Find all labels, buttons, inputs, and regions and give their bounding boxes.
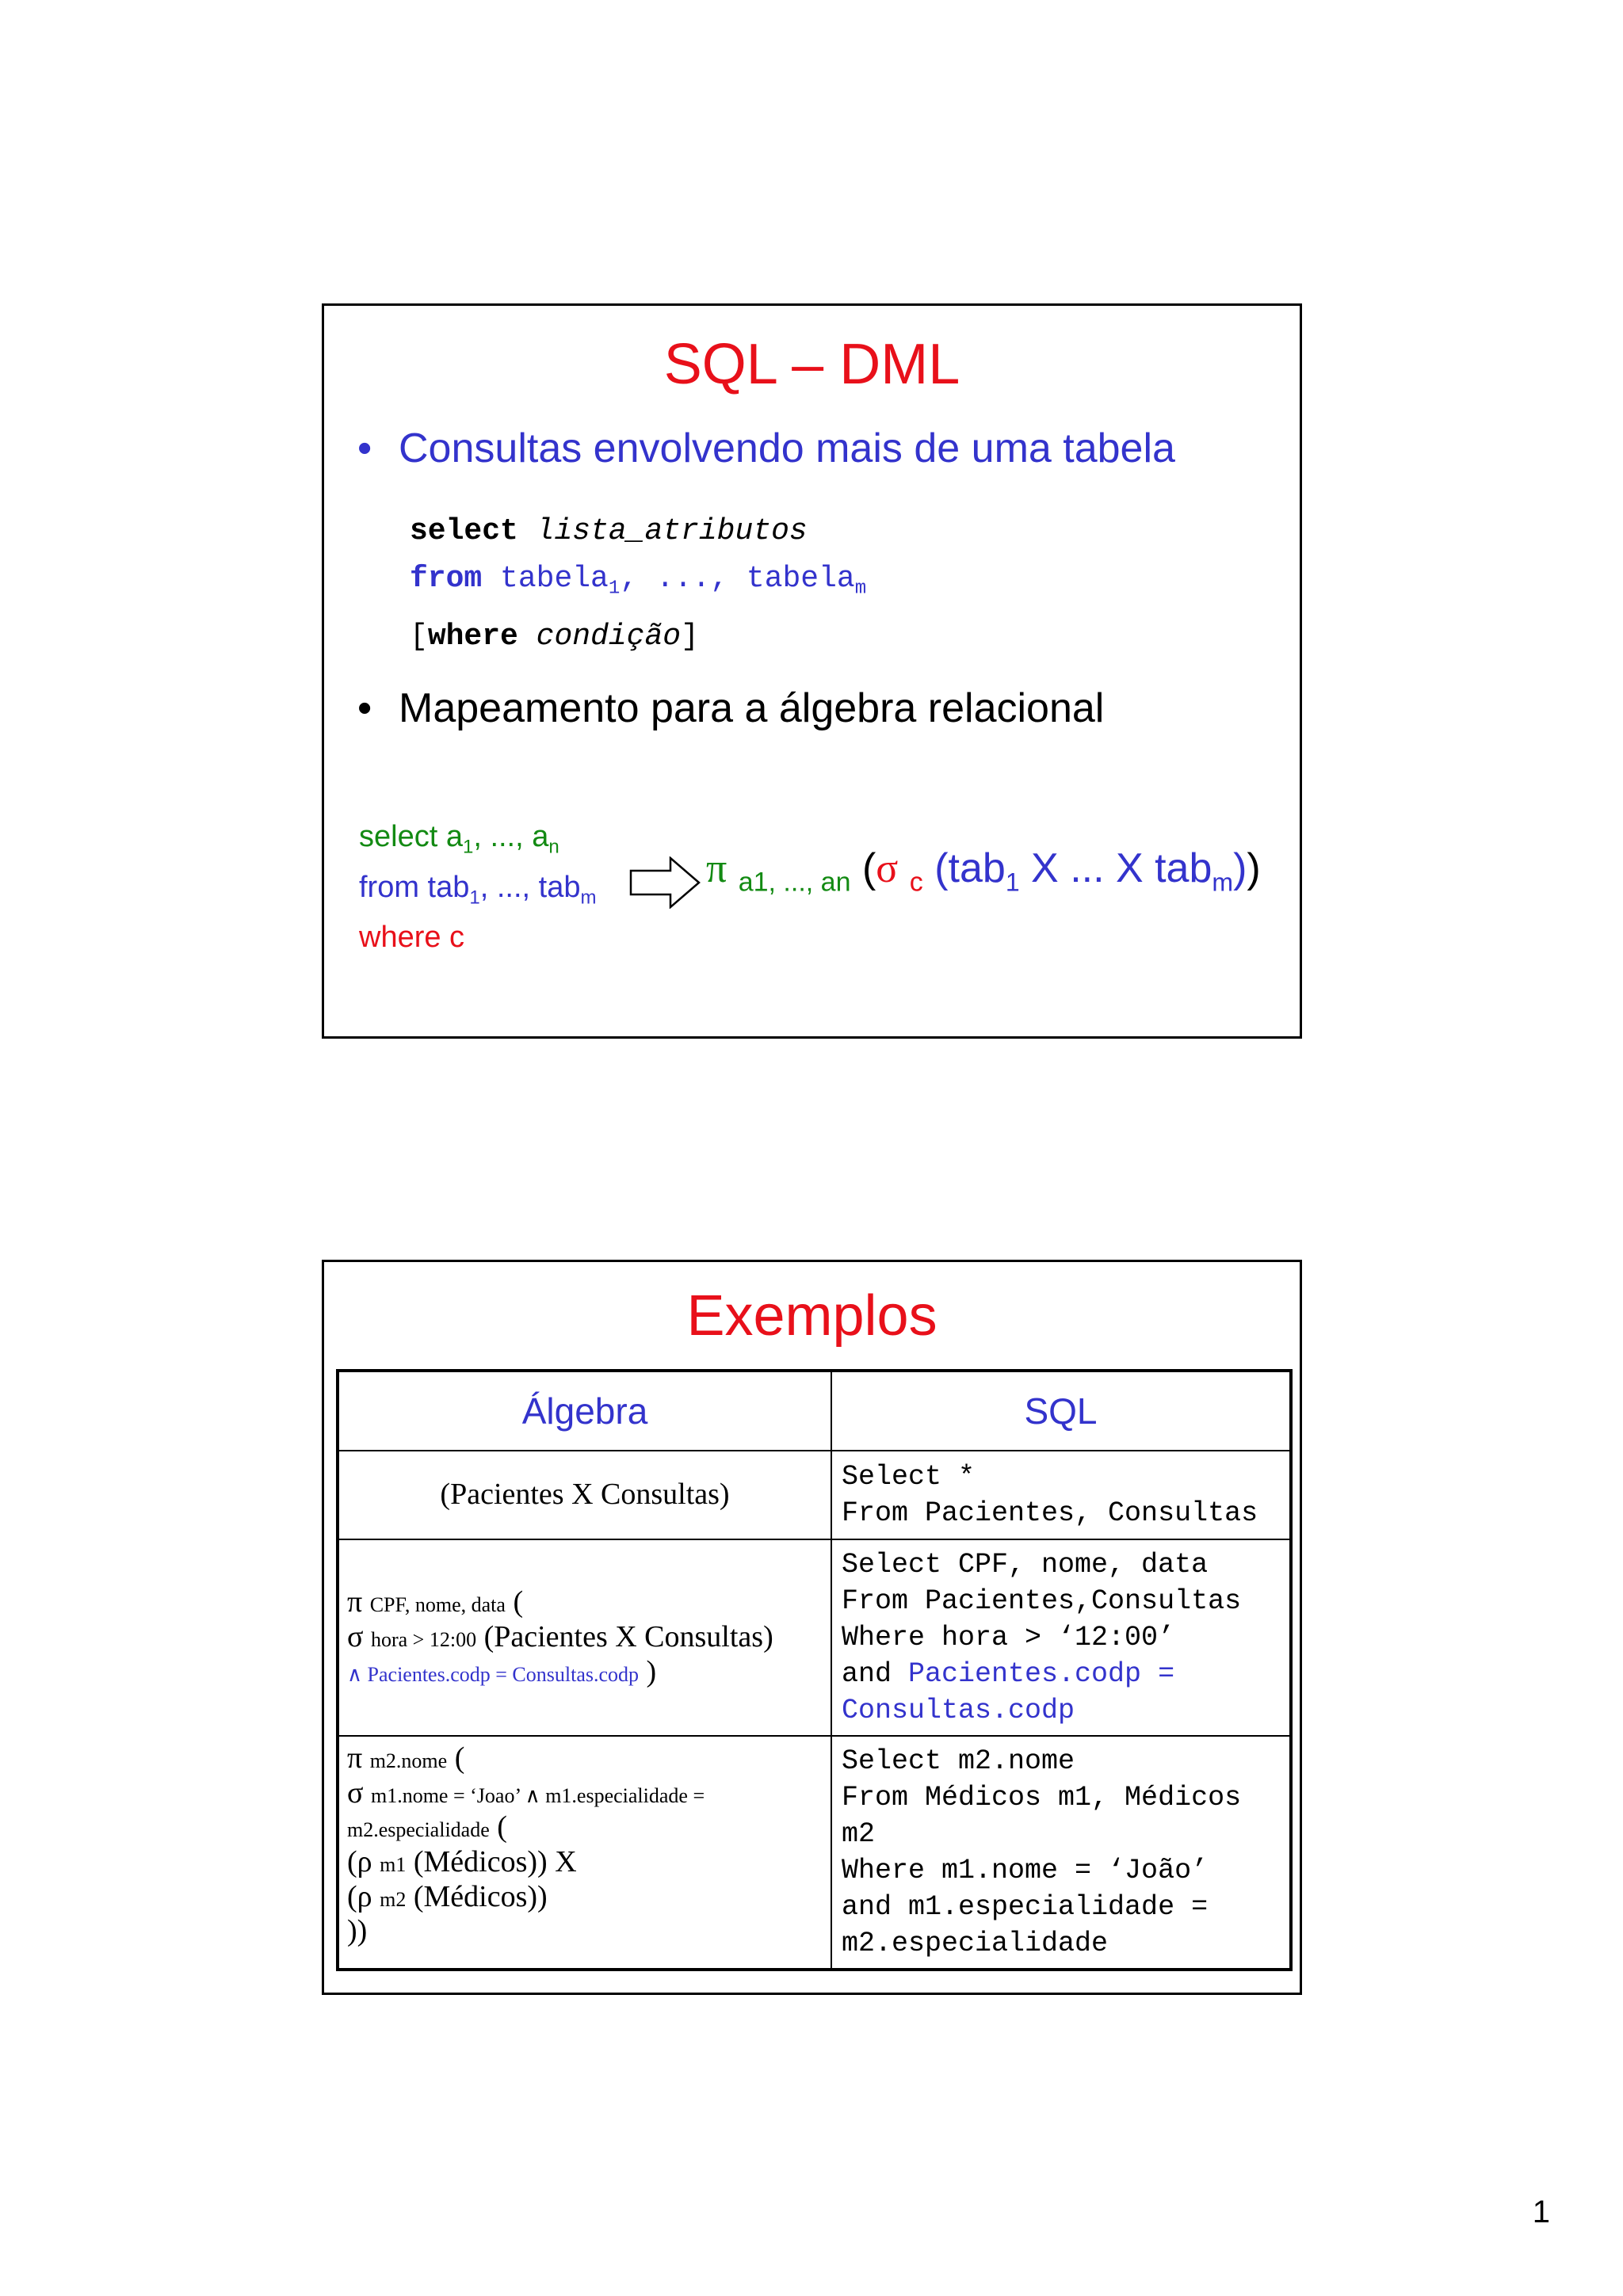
- page-number: 1: [1532, 2195, 1550, 2229]
- bullet-text: Mapeamento para a álgebra relacional: [399, 685, 1105, 731]
- sql-cell: Select CPF, nome, data From Pacientes,Consultas Where hora > ‘12:00’ and Pacientes.codp = Consultas.codp: [831, 1539, 1291, 1736]
- table-header-row: [338, 1371, 1291, 1451]
- table-row: [338, 1451, 1291, 1539]
- code-line-where: [where condição]: [410, 619, 699, 654]
- bullet-text: Consultas envolvendo mais de uma tabela: [399, 425, 1175, 471]
- algebra-cell: π m2.nome ( σ m1.nome = ‘Joao’ ∧ m1.especialidade = m2.especialidade ( (ρ m1 (Médicos)) X (ρ m2 (Médicos)) )): [338, 1736, 831, 1970]
- arrow-right-icon: [629, 856, 701, 909]
- slide-sql-dml: [322, 303, 1302, 1039]
- algebra-cell: (Pacientes X Consultas): [338, 1451, 831, 1539]
- table-row: [338, 1539, 1291, 1736]
- header-sql: SQL: [831, 1371, 1291, 1451]
- code-line-from: from tabela$_1$, ..., tabela$_m$: [410, 562, 867, 600]
- sql-cell: Select * From Pacientes, Consultas: [831, 1451, 1291, 1539]
- bullet-mapeamento: [357, 686, 1104, 731]
- bullet-consultas: [357, 426, 1175, 471]
- sql-cell: Select m2.nome From Médicos m1, Médicos m2 Where m1.nome = ‘João’ and m1.especialidade = m2.especialidade: [831, 1736, 1291, 1970]
- examples-table: [336, 1369, 1293, 1971]
- slide-exemplos: [322, 1260, 1302, 1995]
- table-row: [338, 1736, 1291, 1970]
- slide-title: SQL – DML: [663, 333, 960, 396]
- sql-syntax-block: [410, 508, 866, 661]
- algebra-cell: π CPF, nome, data ( σ hora > 12:00 (Pacientes X Consultas) ∧ Pacientes.codp = Consultas.codp ): [338, 1539, 831, 1736]
- header-algebra: Álgebra: [338, 1371, 831, 1451]
- bullet-dot: •: [357, 425, 372, 471]
- sql-mapping-source: [359, 817, 596, 957]
- mapping-select-line: select $a_1$, ..., $a_n$: [359, 820, 559, 858]
- slide-title: Exemplos: [686, 1284, 938, 1348]
- mapping-where-line: where c: [359, 921, 465, 955]
- mapping-from-line: from tab$_1$, ..., tab$_m$: [359, 870, 597, 909]
- code-line-select: select lista_atributos: [410, 514, 808, 548]
- bullet-dot: •: [357, 685, 372, 731]
- algebra-expression: π $_{a1, ..., an}$ (σ $_c$ (tab$_1$ X ... X tab$_m$)): [706, 845, 1261, 898]
